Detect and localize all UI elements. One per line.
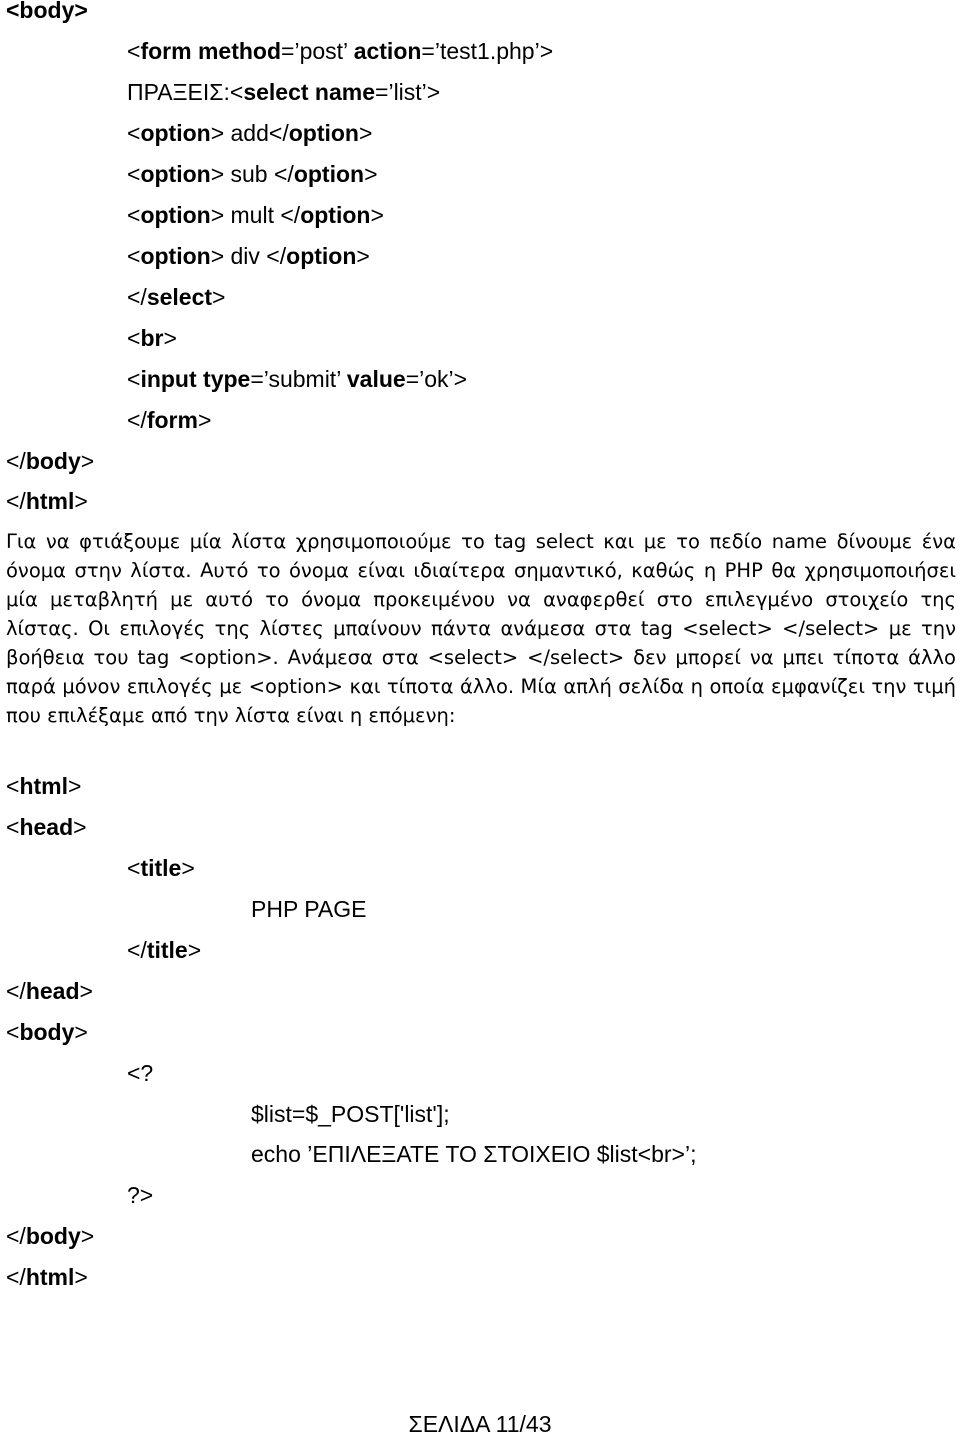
code-title-close: </title> <box>127 937 202 963</box>
code-option-line: <option> div </option> <box>127 243 370 269</box>
code-body-open: <body> <box>6 0 88 23</box>
code-head-open: <head> <box>6 814 87 840</box>
code-select-close: </select> <box>127 284 226 310</box>
code-option-line: <option> add</option> <box>127 120 373 146</box>
code-php-close: ?> <box>127 1182 154 1208</box>
code-br: <br> <box>127 325 177 351</box>
code-input: <input type=’submit’ value=’ok’> <box>127 366 468 392</box>
code-head-close: </head> <box>6 978 93 1004</box>
code-php-open: <? <box>127 1060 154 1086</box>
code-html-open: <html> <box>6 773 82 799</box>
code-html-close: </html> <box>6 488 88 514</box>
code-option-line: <option> mult </option> <box>127 202 384 228</box>
code-option-line: <option> sub </option> <box>127 161 378 187</box>
code-body-close-2: </body> <box>6 1223 95 1249</box>
code-body-close: </body> <box>6 448 95 474</box>
page-number: ΣΕΛΙΔΑ 11/43 <box>408 1411 552 1437</box>
code-form-close: </form> <box>127 407 212 433</box>
explanation-paragraph: Για να φτιάξουμε μία λίστα χρησιμοποιούμε το tag select και με το πεδίο name δίνουμε ένα όνομα στην λίστα. Αυτό το όνομα είναι ιδιαίτερα σημαντικό, καθώς η PHP θα χρησιμοποιήσει μία μεταβλητή με αυτό το όνομα προκειμένου να αναφερθεί στο επιλεγμένο στοιχείο της λίστας. Οι επιλογές της λίστες μπαίνουν πάντα ανάμεσα στα tag <select> </select> με την βοήθεια του tag <option>. Ανάμεσα στα <select> </select> δεν μπορεί να μπει τίποτα άλλο παρά μόνον επιλογές με <option> και τίποτα άλλο. Μία απλή σελίδα η οποία εμφανίζει την τιμή που επιλέξαμε από την λίστα είναι η επόμενη: <box>6 530 956 727</box>
code-form-open: <form method=’post’ action=’test1.php’> <box>127 38 554 64</box>
code-title-text: PHP PAGE <box>251 896 367 922</box>
code-php-line: echo ’ΕΠΙΛΕΞΑΤΕ ΤΟ ΣΤΟΙΧΕΙΟ $list<br>’; <box>251 1141 697 1167</box>
code-select-open: ΠΡΑΞΕΙΣ:<select name=’list’> <box>127 79 441 105</box>
code-html-close-2: </html> <box>6 1264 88 1290</box>
code-body-open-2: <body> <box>6 1019 88 1045</box>
code-php-line: $list=$_POST['list']; <box>251 1101 450 1127</box>
code-title-open: <title> <box>127 855 195 881</box>
